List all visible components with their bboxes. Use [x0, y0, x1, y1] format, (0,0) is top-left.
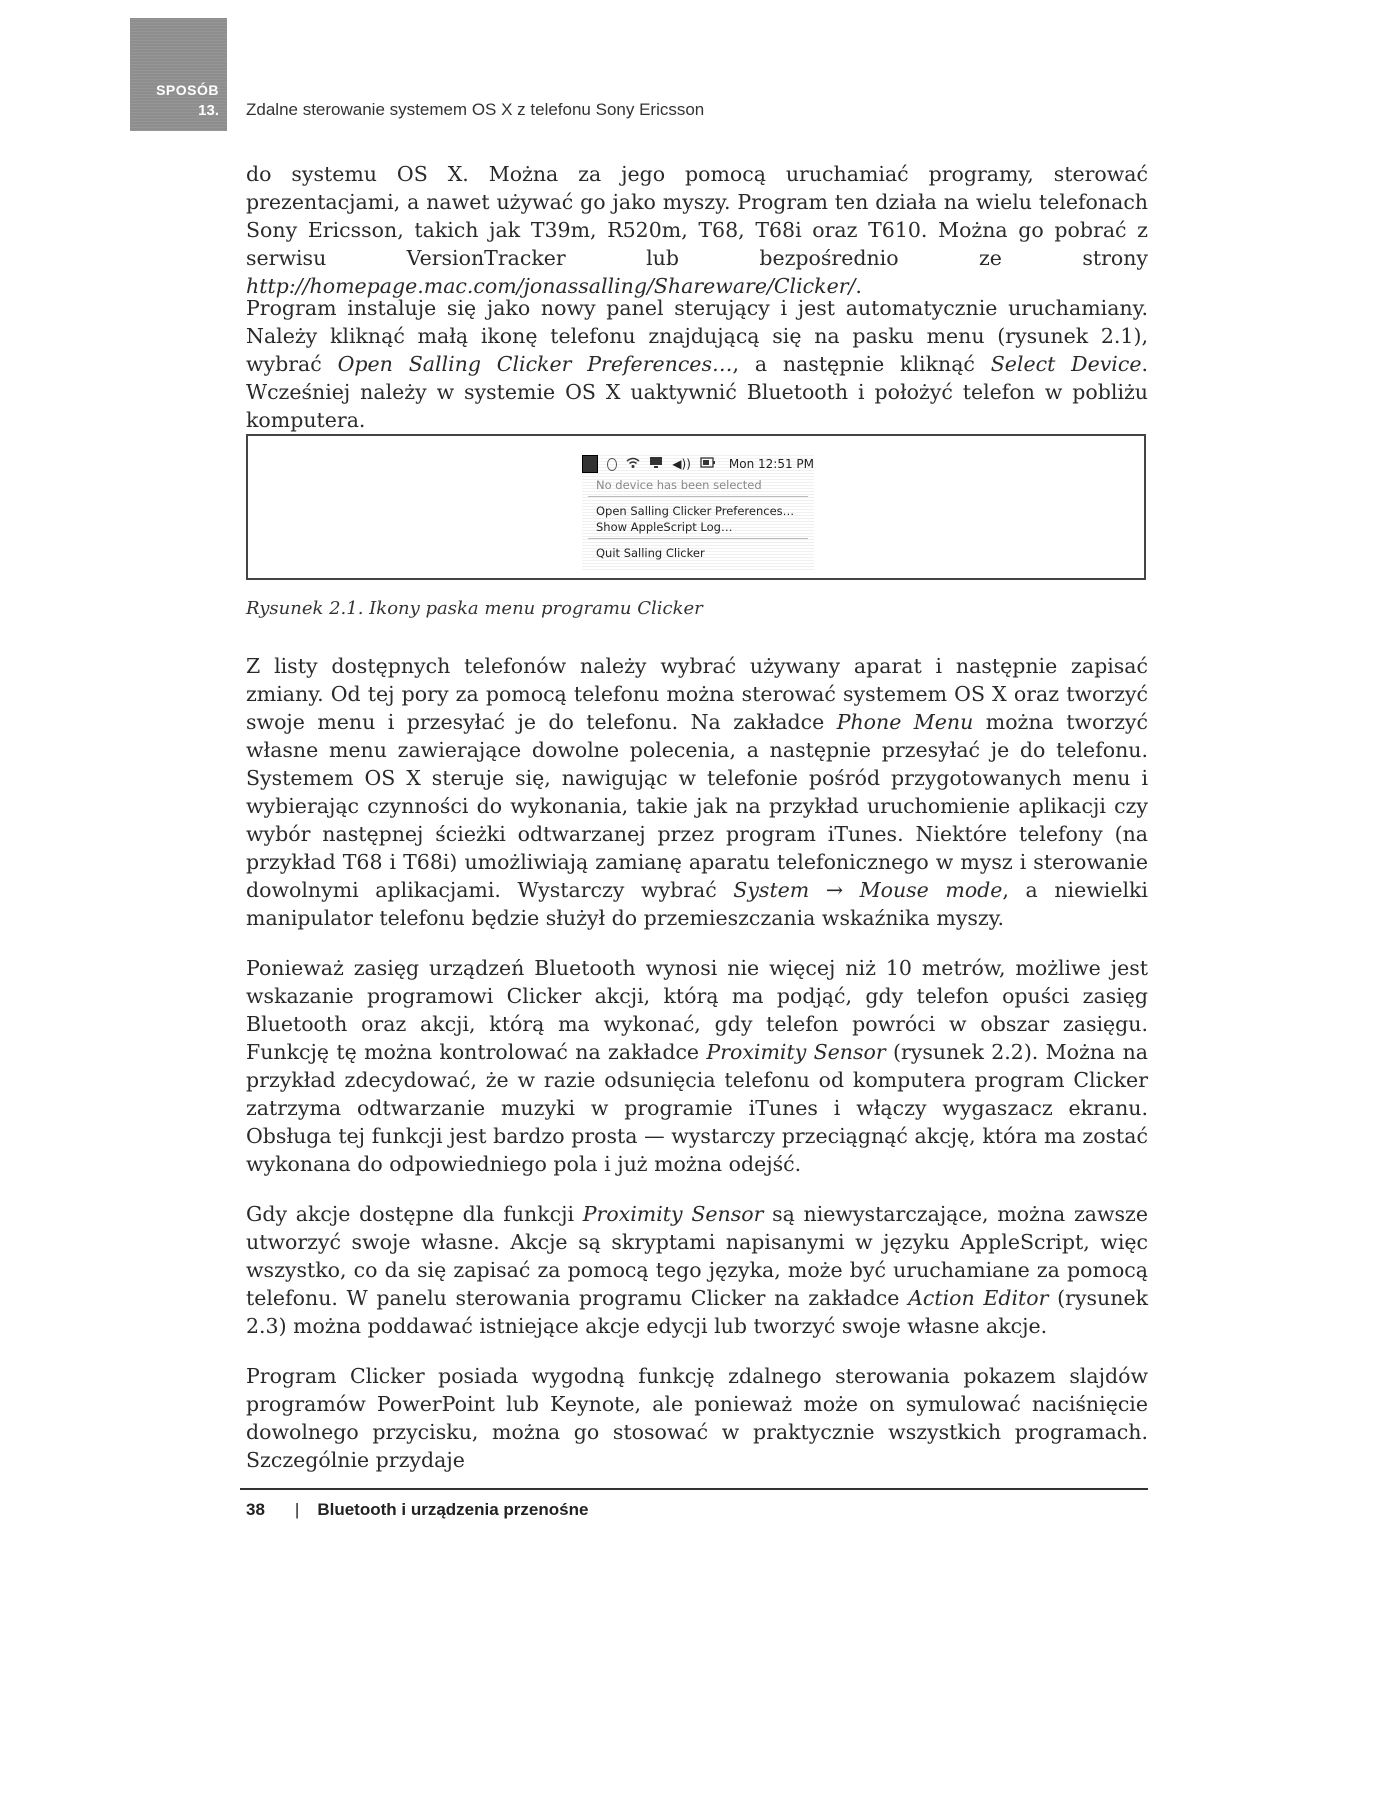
footer-rule	[240, 1488, 1148, 1490]
paragraph-1-text-b: .	[855, 274, 862, 298]
menu-item-quit[interactable]: Quit Salling Clicker	[596, 546, 705, 560]
paragraph-5-italic-2: Action Editor	[908, 1286, 1049, 1310]
paragraph-3-text-a: Z listy dostępnych telefonów należy wybrać używany aparat i następnie zapisać zmiany. Od tej pory za pomocą telefonu można sterować systemem OS X oraz tworzyć swoje menu i przesyłać je do telefonu. Na zakładce	[246, 654, 1148, 734]
wifi-icon[interactable]	[626, 457, 640, 472]
figure-caption: Rysunek 2.1. Ikony paska menu programu Clicker	[246, 598, 703, 619]
paragraph-5-text-b: są niewystarczające, można zawsze utworzyć swoje własne. Akcje są skryptami napisanymi w języku AppleScript, więc wszystko, co da się zapisać za pomocą tego języka, może być uruchamiane za pomocą telefonu. W panelu sterowania programu Clicker na zakładce	[246, 1202, 1148, 1310]
menu-separator	[588, 496, 808, 497]
paragraph-5	[246, 1200, 1148, 1340]
paragraph-2-text-c: . Wcześniej należy w systemie OS X uaktywnić Bluetooth i położyć telefon w pobliżu komputera.	[246, 352, 1148, 432]
paragraph-3-text-b: można tworzyć własne menu zawierające dowolne polecenia, a następnie przesyłać je do telefonu. Systemem OS X steruje się, nawigując w telefonie pośród przygotowanych menu i wybierając czynności do wykonania, takie jak na przykład uruchomienie aplikacji czy wybór następnej ścieżki odtwarzanej przez program iTunes. Niektóre telefony (na przykład T68 i T68i) umożliwiają zamianę aparatu telefonicznego w mysz i sterowanie dowolnymi aplikacjami. Wystarczy wybrać	[246, 710, 1148, 902]
paragraph-1-text-a: do systemu OS X. Można za jego pomocą uruchamiać programy, sterować prezentacjami, a nawet używać go jako myszy. Program ten działa na wielu telefonach Sony Ericsson, takich jak T39m, R520m, T68, T68i oraz T610. Można go pobrać z serwisu VersionTracker lub bezpośrednio ze strony	[246, 162, 1148, 270]
paragraph-3-italic-2: System	[733, 878, 810, 902]
paragraph-5-text-a: Gdy akcje dostępne dla funkcji	[246, 1202, 583, 1226]
page-number: 38	[246, 1500, 265, 1519]
running-header-title: Zdalne sterowanie systemem OS X z telefonu Sony Ericsson	[246, 100, 705, 119]
menu-bar	[582, 454, 814, 474]
paragraph-5-text-c: (rysunek 2.3) można poddawać istniejące akcje edycji lub tworzyć swoje własne akcje.	[246, 1286, 1149, 1338]
paragraph-2-text-b: , a następnie kliknąć	[732, 352, 991, 376]
clicker-menu	[582, 454, 814, 570]
paragraph-4-text-a: Ponieważ zasięg urządzeń Bluetooth wynosi nie więcej niż 10 metrów, możliwe jest wskazanie programowi Clicker akcji, którą ma podjąć, gdy telefon opuści zasięg Bluetooth oraz akcji, którą ma wykonać, gdy telefon powróci w obszar zasięgu. Funkcję tę można kontrolować na zakładce	[246, 956, 1148, 1064]
paragraph-2	[246, 294, 1148, 434]
paragraph-4	[246, 954, 1148, 1178]
paragraph-2-italic-2: Select Device	[990, 352, 1142, 376]
paragraph-5-italic-1: Proximity Sensor	[582, 1202, 764, 1226]
paragraph-3	[246, 652, 1148, 932]
menu-separator	[588, 538, 808, 539]
circle-icon[interactable]	[607, 458, 617, 471]
paragraph-4-italic-1: Proximity Sensor	[706, 1040, 886, 1064]
menu-item-open-preferences[interactable]: Open Salling Clicker Preferences…	[596, 504, 795, 518]
paragraph-3-italic-1: Phone Menu	[836, 710, 974, 734]
menu-item-status: No device has been selected	[596, 478, 762, 492]
section-tab-number: 13.	[198, 102, 219, 119]
clicker-app-icon[interactable]	[582, 455, 598, 473]
paragraph-3-arrow: →	[809, 878, 860, 902]
paragraph-3-italic-3: Mouse mode	[859, 878, 1003, 902]
figure-2-1	[246, 434, 1146, 580]
paragraph-6	[246, 1362, 1148, 1474]
download-url: http://homepage.mac.com/jonassalling/Shareware/Clicker/	[246, 274, 856, 298]
page-footer	[246, 1500, 588, 1520]
section-tab-label: SPOSÓB	[156, 82, 219, 98]
paragraph-6-text-a: Program Clicker posiada wygodną funkcję zdalnego sterowania pokazem slajdów programów PowerPoint lub Keynote, ale ponieważ może on symulować naciśnięcie dowolnego przycisku, można go stosować w praktycznie wszystkich programach. Szczególnie przydaje	[246, 1364, 1148, 1472]
footer-separator: |	[294, 1500, 300, 1519]
paragraph-2-text-a: Program instaluje się jako nowy panel sterujący i jest automatycznie uruchamiany. Należy kliknąć małą ikonę telefonu znajdującą się na pasku menu (rysunek 2.1), wybrać	[246, 296, 1148, 376]
chapter-title: Bluetooth i urządzenia przenośne	[317, 1500, 589, 1519]
paragraph-1	[246, 160, 1148, 300]
display-icon[interactable]	[649, 456, 663, 472]
battery-icon[interactable]	[700, 457, 716, 471]
menu-bar-clock[interactable]: Mon 12:51 PM	[728, 457, 814, 471]
paragraph-3-text-c: , a niewielki manipulator telefonu będzie służył do przemieszczania wskaźnika myszy.	[246, 878, 1148, 930]
menu-item-show-applescript-log[interactable]: Show AppleScript Log…	[596, 520, 733, 534]
paragraph-2-italic-1: Open Salling Clicker Preferences…	[337, 352, 733, 376]
paragraph-4-text-b: (rysunek 2.2). Można na przykład zdecydować, że w razie odsunięcia telefonu od komputera program Clicker zatrzyma odtwarzanie muzyki w programie iTunes i włączy wygaszacz ekranu. Obsługa tej funkcji jest bardzo prosta — wystarczy przeciągnąć akcję, która ma zostać wykonana do odpowiedniego pola i już można odejść.	[246, 1040, 1148, 1176]
volume-icon[interactable]: ◀))	[672, 457, 691, 471]
section-tab	[130, 18, 227, 131]
